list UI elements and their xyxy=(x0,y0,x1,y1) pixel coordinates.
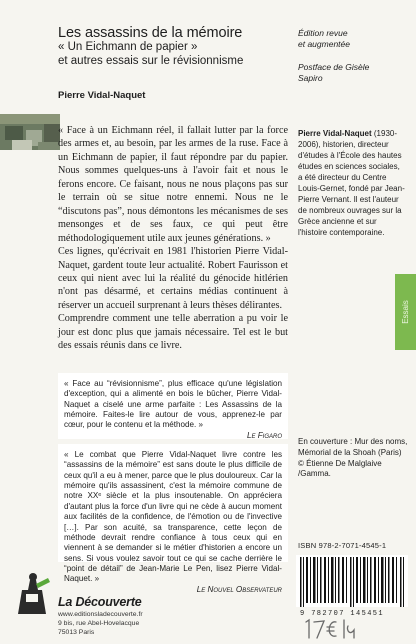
publisher-city: 75013 Paris xyxy=(58,629,95,637)
barcode xyxy=(296,555,408,607)
publisher-website: www.editionsladecouverte.fr xyxy=(58,611,143,618)
barcode-digits: 9 782707 145451 xyxy=(300,610,385,618)
book-subtitle: « Un Eichmann de papier » xyxy=(58,41,198,54)
quote-2-source: Le Nouvel Observateur xyxy=(196,584,282,594)
body-paragraph-1: « Face à un Eichmann réel, il fallait lutter par la force des armes et, au besoin, par les armes de la ruse. Face à un Eichmann de papier, il faut répondre par du papier. Nous sommes quelques-uns à l'avoir fait et nous le ferons encore. Ce faisant, nous ne nous plaçons pas sur le terrain où se situe notre ennemi. Nous ne le “discutons pas”, nous démontons les mécanismes de ses mensonges et de ses faux, ce qui peut être méthodologiquement utile aux jeunes générations. » xyxy=(58,125,288,244)
book-subtitle-2: et autres essais sur le révisionnisme xyxy=(58,55,244,68)
edition-note xyxy=(298,28,408,84)
author-bio xyxy=(298,128,406,238)
bio-text: (1930-2006), historien, directeur d'études à l'École des hautes études en sciences sociales, a été directeur du Centre Louis-Gernet, fondé par Jean-Pierre Vernant. Il est l'auteur de nombreux ouvrages sur la Grèce ancienne et sur l'histoire contemporaine. xyxy=(298,129,405,238)
handwritten-price xyxy=(300,616,370,642)
publisher-street: 9 bis, rue Abel-Hovelacque xyxy=(58,620,140,628)
cover-credit: En couverture : Mur des noms, Mémorial de la Shoah (Paris) © Étienne De Malglaive /Gamma. xyxy=(298,437,408,479)
bio-name: Pierre Vidal-Naquet xyxy=(298,129,372,138)
cover-photo-thumbnail xyxy=(0,114,60,150)
book-author: Pierre Vidal-Naquet xyxy=(58,90,146,101)
publisher-logo xyxy=(8,570,56,618)
publisher-address xyxy=(58,610,143,638)
category-label: Essais xyxy=(401,300,410,324)
quote-1-source: Le Figaro xyxy=(246,430,282,440)
postface-line-1: Postface de Gisèle xyxy=(298,62,370,73)
isbn: ISBN 978-2-7071-4545-1 xyxy=(298,541,387,550)
edition-line-1: Édition revue xyxy=(298,28,348,38)
press-quote-1 xyxy=(58,373,288,439)
back-cover-text xyxy=(58,124,288,353)
title-block xyxy=(58,26,298,69)
edition-line-2: et augmentée xyxy=(298,39,350,50)
publisher-name: La Découverte xyxy=(58,595,142,609)
press-quote-2 xyxy=(58,444,288,594)
postface-line-2: Sapiro xyxy=(298,73,323,84)
category-tab xyxy=(395,274,416,350)
quote-1-text: « Face au “révisionnisme”, plus efficace qu'une législation d'exception, qui a alimenté en bois le bûcher, Pierre Vidal-Naquet a ciselé une arme parfaite : Les Assassins de la mémoire. Faites-le lire autour de vous, apprenez-le par cœur, pour le contenu et la méthode. » xyxy=(64,379,282,430)
body-paragraph-2: Ces lignes, qu'écrivait en 1981 l'historien Pierre Vidal-Naquet, gardent toute leur actualité. Robert Faurisson et ceux qui nient avec lui la réalité du génocide hitlérien n'ont pas désarmé, et certains médias continuent à réserver un accueil surprenant à leurs thèses délirantes. xyxy=(58,246,288,311)
book-title: Les assassins de la mémoire xyxy=(58,25,243,41)
body-paragraph-3: Comprendre comment une telle aberration a pu voir le jour est donc plus que jamais nécessaire. Tel est le but des essais réunis dans ce livre. xyxy=(58,313,288,352)
quote-2-text: « Le combat que Pierre Vidal-Naquet livre contre les “assassins de la mémoire” est sans doute le plus difficile de ceux qu'il a eu à mener, parce que le plus douloureux. Car la mémoire qu'ils assassinent, c'est la mémoire commune de notre XXᵉ siècle et la plus insoutenable. On appréciera d'autant plus la force d'un livre qui ne cède à aucun moment aux facilités de la confidence, de l'émotion ou de l'invective […]. Par son acuité, sa transparence, cette leçon de méthode devrait rendre confiance à tous ceux qui en viennent à se demander si le métier d'historien a encore un sens. Si vous voulez savoir tout ce qui se cache derrière le “point de détail” de Jean-Marie Le Pen, lisez Pierre Vidal-Naquet. » xyxy=(64,450,282,584)
